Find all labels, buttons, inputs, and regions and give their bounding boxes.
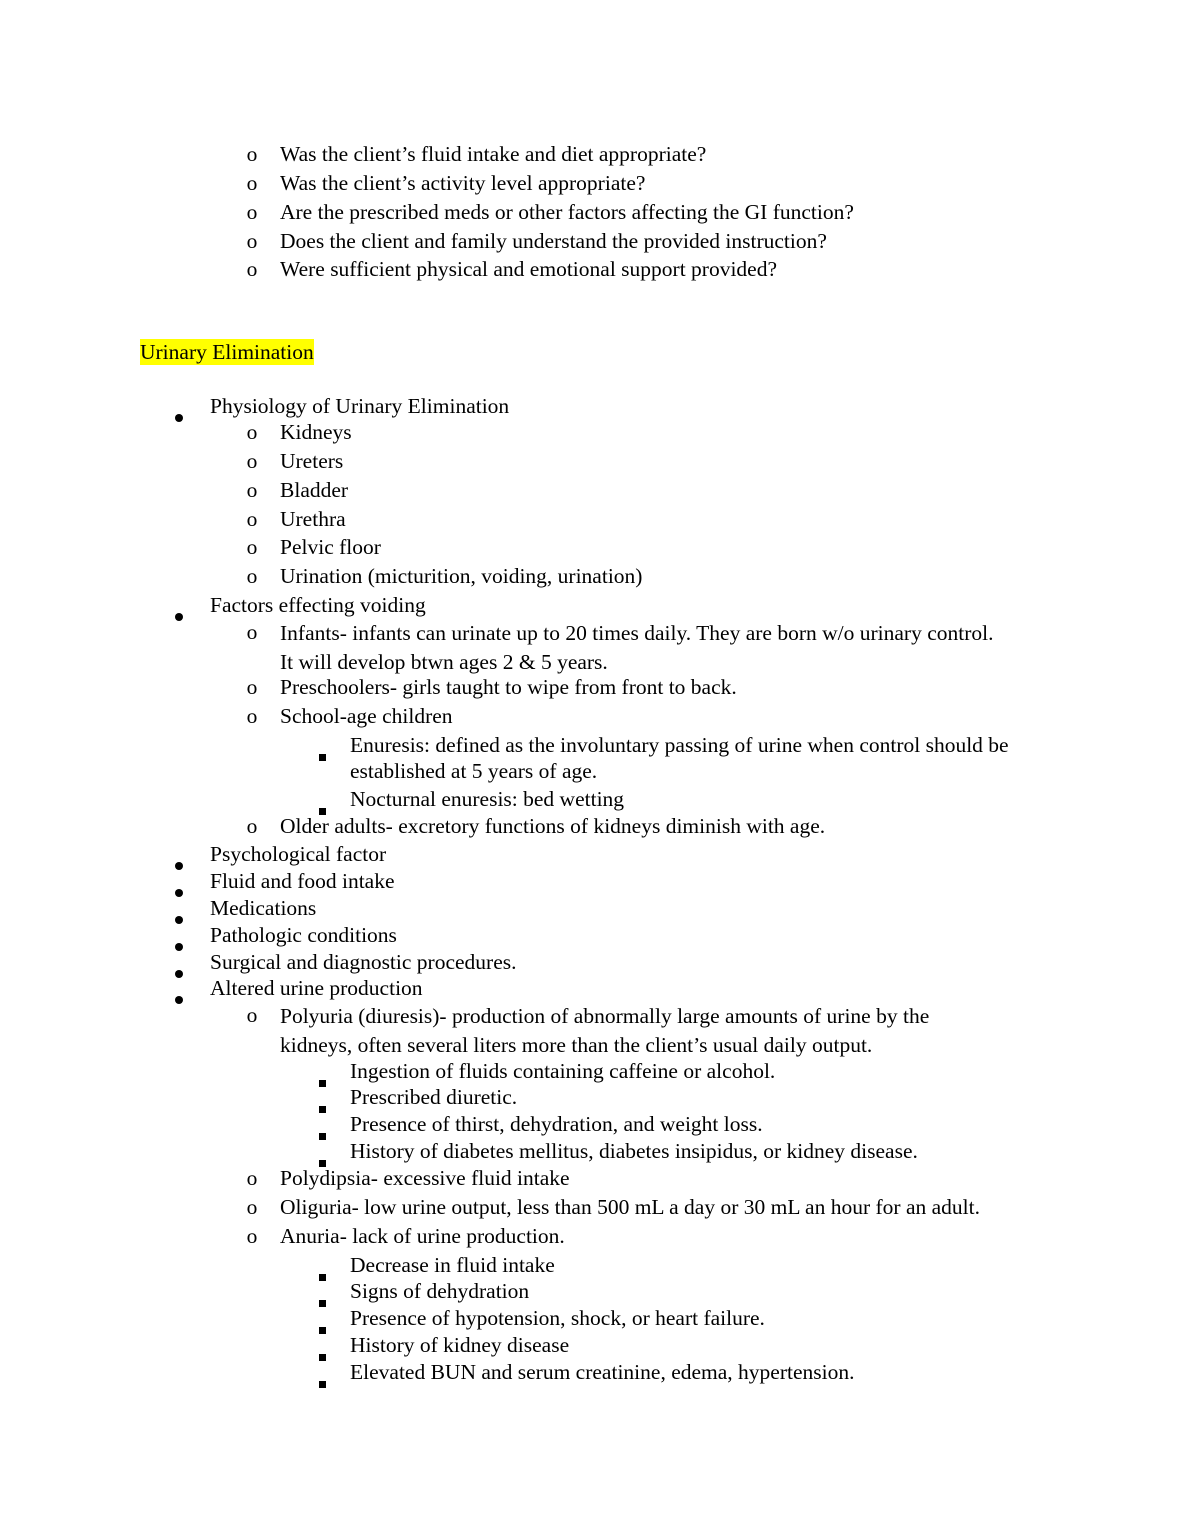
bullet-icon [175, 996, 183, 1004]
square-bullet-icon [319, 1080, 326, 1087]
list-marker: o [246, 1195, 258, 1219]
bullet-icon [175, 889, 183, 897]
list-marker: o [246, 142, 258, 166]
bullet-icon [175, 970, 183, 978]
list-marker: o [246, 814, 258, 838]
bullet-icon [175, 414, 183, 422]
square-bullet-icon [319, 754, 326, 761]
list-marker: o [246, 535, 258, 559]
square-bullet-icon [319, 1381, 326, 1388]
bullet-icon [175, 943, 183, 951]
square-bullet-icon [319, 1300, 326, 1307]
list-marker: o [246, 478, 258, 502]
list-marker: o [246, 675, 258, 699]
list-marker: o [246, 507, 258, 531]
list-marker: o [246, 229, 258, 253]
bullet-icon [175, 916, 183, 924]
square-bullet-icon [319, 1133, 326, 1140]
list-marker: o [246, 564, 258, 588]
list-marker: o [246, 1166, 258, 1190]
list-marker: o [246, 1224, 258, 1248]
list-marker: o [246, 171, 258, 195]
section-heading-text: Urinary Elimination [140, 340, 314, 364]
square-bullet-icon [319, 1106, 326, 1113]
list-marker: o [246, 257, 258, 281]
bullet-icon [175, 862, 183, 870]
list-marker: o [246, 620, 258, 644]
list-marker: o [246, 449, 258, 473]
list-marker: o [246, 200, 258, 224]
square-bullet-icon [319, 1274, 326, 1281]
square-bullet-icon [319, 1327, 326, 1334]
square-bullet-icon [319, 1354, 326, 1361]
list-marker: o [246, 1003, 258, 1027]
list-marker: o [246, 420, 258, 444]
bullet-icon [175, 613, 183, 621]
list-marker: o [246, 704, 258, 728]
